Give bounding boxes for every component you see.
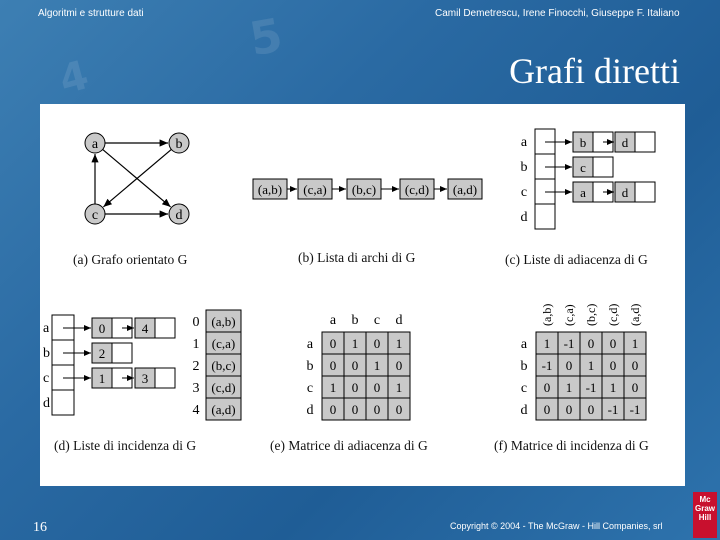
- inc-matrix-value: -1: [585, 380, 597, 395]
- graph-representations-figure: [40, 104, 685, 486]
- adj-matrix-value: 0: [351, 380, 359, 395]
- edge-list-label: (c,a): [303, 182, 327, 197]
- inc-matrix-value: -1: [563, 336, 575, 351]
- inc-matrix-value: 0: [587, 336, 595, 351]
- inc-list-next-cell: [155, 318, 175, 338]
- adj-matrix-value: 0: [329, 358, 337, 373]
- edge-list-label: (b,c): [351, 182, 377, 197]
- page-number: 16: [33, 520, 47, 535]
- adj-matrix-value: 0: [373, 380, 381, 395]
- edge-index-label: (a,b): [211, 314, 236, 329]
- inc-list-vertex-label: a: [43, 321, 50, 336]
- adj-list-vertex-label: c: [520, 185, 528, 200]
- caption-adjacency-lists: (c) Liste di adiacenza di G: [505, 252, 648, 267]
- edge-index-label: (c,d): [211, 380, 236, 395]
- background-key-glyph: 4: [54, 52, 94, 104]
- inc-matrix-value: 1: [543, 336, 551, 351]
- inc-matrix-value: 1: [631, 336, 639, 351]
- caption-incidence-lists: (d) Liste di incidenza di G: [54, 438, 197, 453]
- adj-matrix-row-header: a: [306, 337, 314, 352]
- adj-matrix-col-header: a: [329, 313, 337, 328]
- adj-list-node-label: c: [580, 160, 586, 175]
- figure-panel: [40, 104, 685, 486]
- inc-list-node-label: 3: [141, 371, 149, 386]
- inc-matrix-value: 1: [565, 380, 573, 395]
- adj-matrix-value: 1: [395, 380, 403, 395]
- adj-list-node-label: d: [621, 135, 629, 150]
- inc-list-node-label: 0: [98, 321, 106, 336]
- inc-matrix-row-header: d: [520, 403, 528, 418]
- inc-matrix-value: 0: [543, 380, 551, 395]
- edge-list-label: (a,b): [257, 182, 283, 197]
- graph-node-label: d: [175, 208, 183, 223]
- edge-index-number: 0: [192, 315, 200, 330]
- adj-matrix-value: 0: [373, 402, 381, 417]
- edge-list-label: (a,d): [452, 182, 478, 197]
- inc-matrix-row-header: a: [520, 337, 528, 352]
- adj-matrix-value: 0: [329, 402, 337, 417]
- adj-list-next-cell: [635, 182, 655, 202]
- inc-matrix-col-header: (b,c): [584, 303, 598, 326]
- adj-list-vertex-label: a: [520, 135, 528, 150]
- inc-matrix-value: -1: [541, 358, 553, 373]
- adj-matrix-value: 0: [373, 336, 381, 351]
- adj-matrix-row-header: b: [306, 359, 314, 374]
- inc-matrix-col-header: (c,d): [606, 303, 620, 326]
- edge-index-number: 3: [192, 381, 200, 396]
- adj-list-node-label: d: [621, 185, 629, 200]
- inc-matrix-value: 0: [609, 358, 617, 373]
- adj-matrix-value: 0: [395, 358, 403, 373]
- edge-index-label: (c,a): [211, 336, 236, 351]
- inc-list-node-label: 2: [98, 346, 106, 361]
- adj-matrix-value: 0: [395, 402, 403, 417]
- adj-matrix-row-header: d: [306, 403, 314, 418]
- inc-matrix-value: 0: [565, 402, 573, 417]
- adj-matrix-value: 1: [351, 336, 359, 351]
- edge-index-label: (b,c): [211, 358, 236, 373]
- background-key-glyph: 5: [245, 7, 287, 67]
- adj-matrix-col-header: c: [373, 313, 381, 328]
- header-course-title: Algoritmi e strutture dati: [38, 8, 144, 19]
- slide-title: Grafi diretti: [509, 51, 680, 91]
- inc-matrix-value: 0: [631, 358, 639, 373]
- edge-index-number: 1: [192, 337, 200, 352]
- inc-matrix-col-header: (a,d): [628, 303, 642, 326]
- inc-list-node-label: 4: [141, 321, 149, 336]
- adj-matrix-row-header: c: [306, 381, 314, 396]
- inc-list-head-cell: [52, 390, 74, 415]
- inc-matrix-col-header: (c,a): [562, 304, 576, 326]
- inc-list-vertex-label: c: [43, 371, 50, 386]
- graph-node-label: c: [91, 208, 99, 223]
- inc-matrix-value: 0: [543, 402, 551, 417]
- inc-list-next-cell: [155, 368, 175, 388]
- inc-matrix-col-header: (a,b): [540, 303, 554, 326]
- caption-adjacency-matrix: (e) Matrice di adiacenza di G: [270, 438, 428, 453]
- inc-matrix-value: 1: [587, 358, 595, 373]
- inc-matrix-value: 1: [609, 380, 617, 395]
- edge-list-label: (c,d): [404, 182, 430, 197]
- inc-list-vertex-label: b: [43, 346, 50, 361]
- adj-list-node-label: b: [579, 135, 587, 150]
- inc-matrix-value: -1: [607, 402, 619, 417]
- inc-matrix-row-header: c: [520, 381, 528, 396]
- adj-matrix-value: 0: [351, 402, 359, 417]
- publisher-logo: Mc Graw Hill: [693, 492, 717, 538]
- edge-index-number: 4: [192, 403, 200, 418]
- inc-matrix-value: 0: [565, 358, 573, 373]
- inc-list-next-cell: [112, 343, 132, 363]
- adj-list-vertex-label: d: [520, 210, 528, 225]
- inc-list-node-label: 1: [98, 371, 106, 386]
- adj-list-head-cell: [535, 204, 555, 229]
- header-authors: Camil Demetrescu, Irene Finocchi, Giuseppe F. Italiano: [435, 8, 680, 19]
- adj-matrix-value: 0: [329, 336, 337, 351]
- inc-matrix-value: 0: [631, 380, 639, 395]
- inc-matrix-value: 0: [609, 336, 617, 351]
- inc-list-vertex-label: d: [43, 396, 50, 411]
- edge-index-number: 2: [192, 359, 200, 374]
- edge-index-label: (a,d): [211, 402, 236, 417]
- adj-list-next-cell: [635, 132, 655, 152]
- adj-list-next-cell: [593, 157, 613, 177]
- adj-matrix-value: 0: [351, 358, 359, 373]
- graph-node-label: a: [91, 137, 99, 152]
- adj-matrix-value: 1: [329, 380, 337, 395]
- inc-matrix-row-header: b: [520, 359, 528, 374]
- copyright-notice: Copyright © 2004 - The McGraw - Hill Companies, srl: [450, 521, 663, 531]
- caption-incidence-matrix: (f) Matrice di incidenza di G: [494, 438, 649, 453]
- inc-matrix-value: 0: [587, 402, 595, 417]
- graph-node-label: b: [175, 137, 183, 152]
- adj-list-vertex-label: b: [520, 160, 528, 175]
- adj-matrix-col-header: d: [395, 313, 403, 328]
- caption-edge-list: (b) Lista di archi di G: [298, 250, 416, 265]
- adj-list-node-label: a: [580, 185, 586, 200]
- adj-matrix-value: 1: [395, 336, 403, 351]
- adj-matrix-col-header: b: [351, 313, 359, 328]
- caption-graph: (a) Grafo orientato G: [73, 252, 188, 267]
- adj-matrix-value: 1: [373, 358, 381, 373]
- inc-matrix-value: -1: [629, 402, 641, 417]
